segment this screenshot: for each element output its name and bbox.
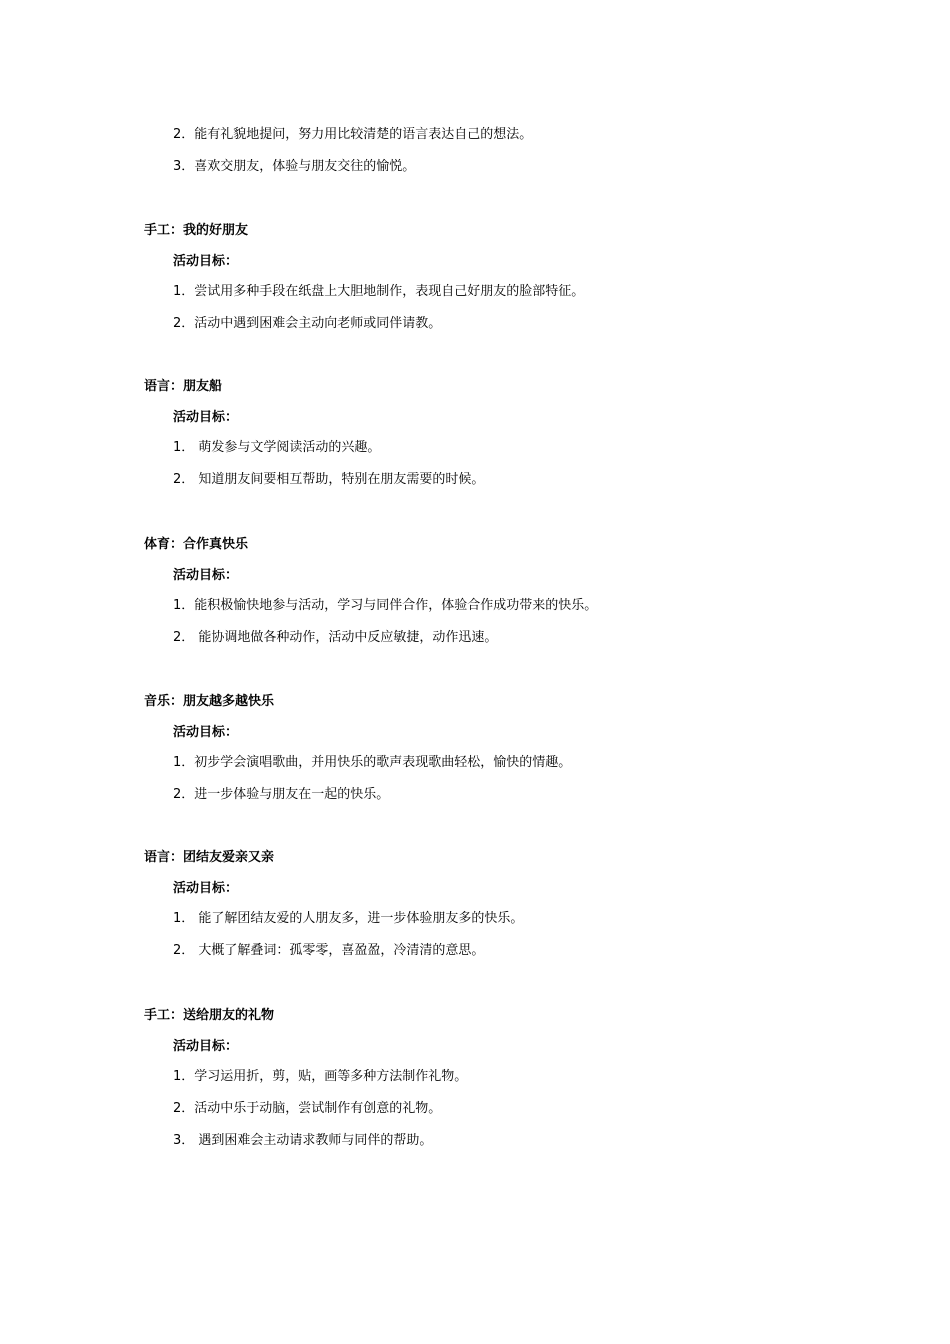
- list-item: 1．尝试用多种手段在纸盘上大胆地制作，表现自己好朋友的脸部特征。: [173, 284, 585, 299]
- list-item: 2． 大概了解叠词：孤零零，喜盈盈，冷清清的意思。: [173, 943, 485, 958]
- list-item: 1．学习运用折，剪，贴，画等多种方法制作礼物。: [173, 1069, 468, 1084]
- list-item: 1．能积极愉快地参与活动，学习与同伴合作，体验合作成功带来的快乐。: [173, 598, 598, 613]
- section-title: 音乐：朋友越多越快乐: [144, 694, 275, 709]
- section-handcraft-gift: [144, 1007, 844, 1164]
- list-item: 2．能有礼貌地提问，努力用比较清楚的语言表达自己的想法。: [173, 127, 533, 142]
- section-title: 手工：送给朋友的礼物: [144, 1008, 275, 1023]
- list-item: 2． 知道朋友间要相互帮助，特别在朋友需要的时候。: [173, 472, 485, 487]
- section-subtitle: 活动目标：: [173, 1039, 239, 1054]
- section-title: 语言：团结友爱亲又亲: [144, 850, 275, 865]
- intro-list: [173, 126, 532, 190]
- section-language-unity: [144, 849, 844, 974]
- section-subtitle: 活动目标：: [173, 881, 239, 896]
- list-item: 1．初步学会演唱歌曲，并用快乐的歌声表现歌曲轻松，愉快的情趣。: [173, 755, 572, 770]
- list-item: 2．进一步体验与朋友在一起的快乐。: [173, 787, 390, 802]
- section-subtitle: 活动目标：: [173, 410, 239, 425]
- section-title: 语言：朋友船: [144, 379, 223, 394]
- section-title: 手工：我的好朋友: [144, 223, 249, 238]
- section-music-more-friends: [144, 693, 844, 818]
- list-item: 1． 萌发参与文学阅读活动的兴趣。: [173, 440, 381, 455]
- section-subtitle: 活动目标：: [173, 568, 239, 583]
- list-item: 2．活动中遇到困难会主动向老师或同伴请教。: [173, 316, 442, 331]
- list-item: 2． 能协调地做各种动作，活动中反应敏捷，动作迅速。: [173, 630, 498, 645]
- list-item: 1． 能了解团结友爱的人朋友多，进一步体验朋友多的快乐。: [173, 911, 524, 926]
- list-item: 2．活动中乐于动脑，尝试制作有创意的礼物。: [173, 1101, 442, 1116]
- section-language-friend-boat: [144, 378, 844, 503]
- section-title: 体育：合作真快乐: [144, 537, 249, 552]
- section-subtitle: 活动目标：: [173, 254, 239, 269]
- list-item: 3．喜欢交朋友，体验与朋友交往的愉悦。: [173, 159, 416, 174]
- section-subtitle: 活动目标：: [173, 725, 239, 740]
- list-item: 3． 遇到困难会主动请求教师与同伴的帮助。: [173, 1133, 433, 1148]
- section-handcraft-good-friend: [144, 222, 844, 347]
- section-pe-cooperation: [144, 536, 844, 661]
